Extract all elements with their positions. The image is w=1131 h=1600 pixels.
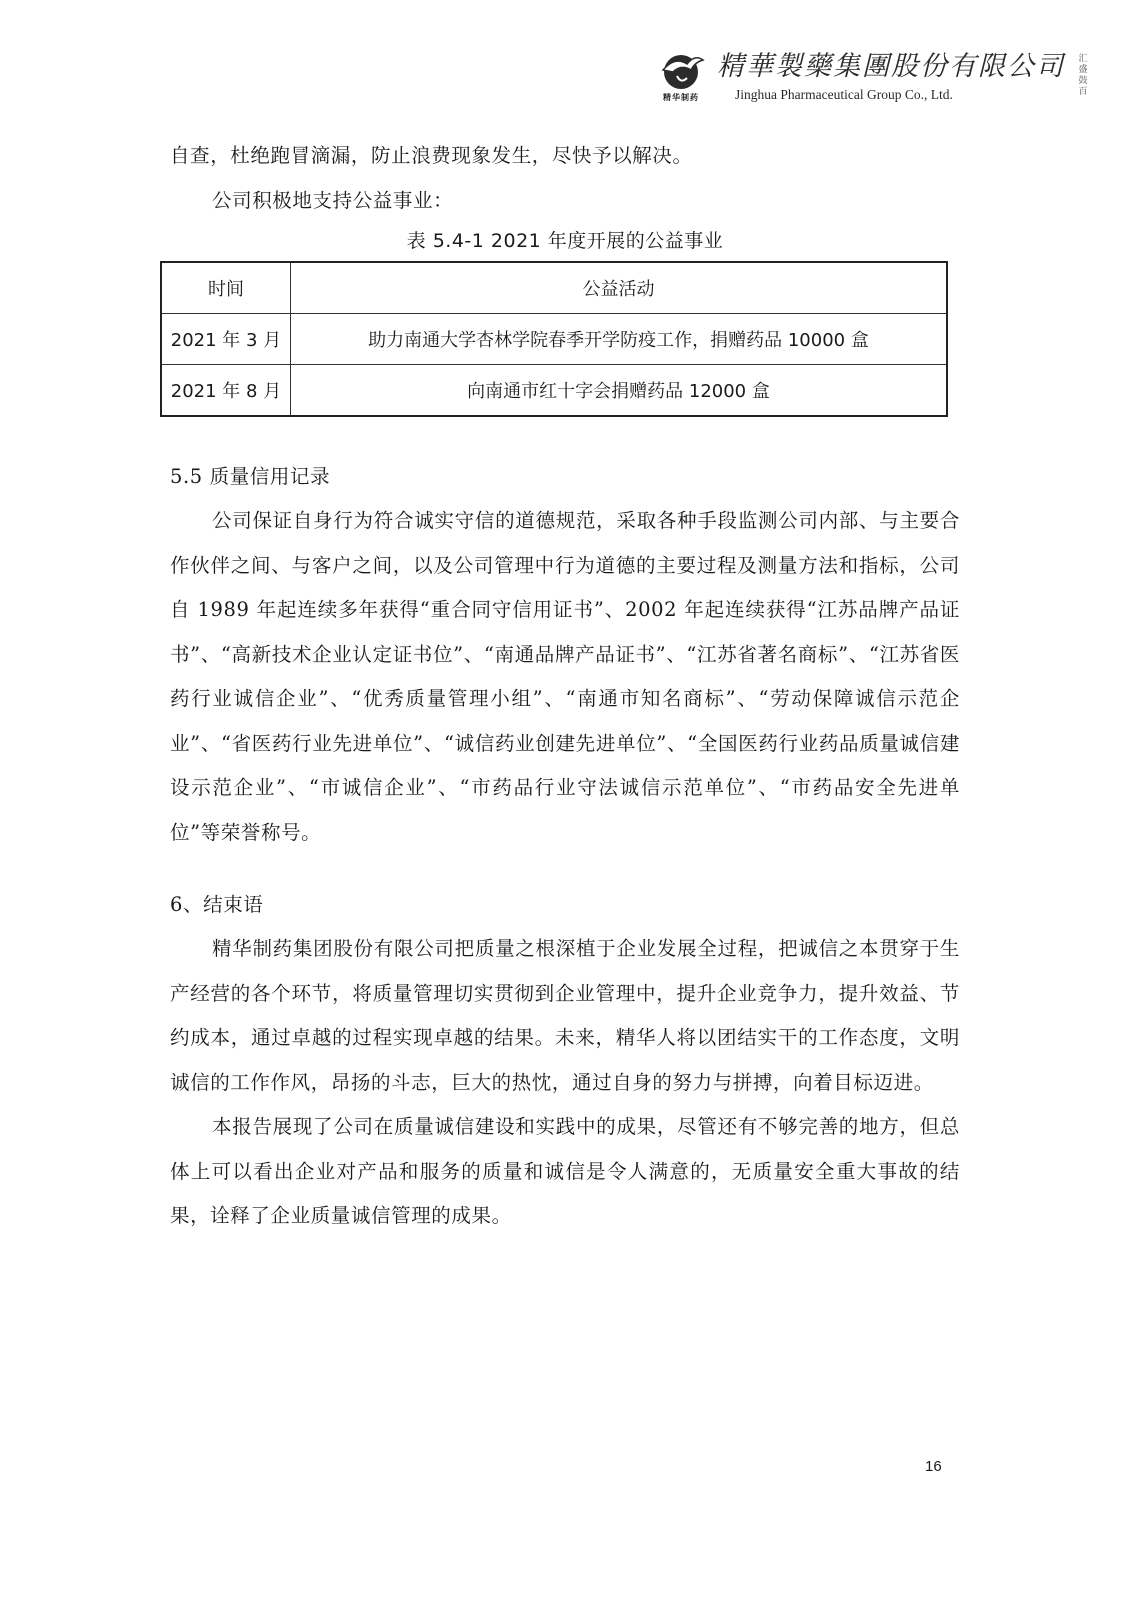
company-logo [653,50,709,106]
page-header [653,50,1091,120]
table-cell-time: 2021 年 3 月 [161,314,291,365]
paragraph-conclusion-2: 本报告展现了公司在质量诚信建设和实践中的成果，尽管还有不够完善的地方，但总体上可以看出企业对产品和服务的质量和诚信是令人满意的，无质量安全重大事故的结果，诠释了企业质量诚信管理的成果。 [170,1115,960,1227]
company-name-block [717,50,1065,104]
header-seal: 汇盛鼓百 [1078,54,1088,97]
table-row [161,365,947,417]
table-caption: 表 5.4-1 2021 年度开展的公益事业 [406,230,724,252]
table-cell-time: 2021 年 8 月 [161,365,291,417]
paragraph-conclusion-1: 精华制药集团股份有限公司把质量之根深植于企业发展全过程，把诚信之本贯穿于生产经营的各个环节，将质量管理切实贯彻到企业管理中，提升企业竞争力，提升效益、节约成本，通过卓越的过程实现卓越的结果。未来，精华人将以团结实干的工作态度，文明诚信的工作作风，昂扬的斗志，巨大的热忱，通过自身的努力与拼搏，向着目标迈进。 [170,937,960,1094]
public-welfare-table [160,261,948,417]
section-heading-5-5: 5.5 质量信用记录 [170,465,331,488]
logo-caption: 精华制药 [663,93,699,102]
table-cell-activity: 向南通市红十字会捐赠药品 12000 盒 [291,365,948,417]
table-cell-activity: 助力南通大学杏林学院春季开学防疫工作，捐赠药品 10000 盒 [291,314,948,365]
page-number: 16 [925,1458,942,1475]
table-header-time: 时间 [161,262,291,314]
document-body [170,134,960,1239]
table-header-activity: 公益活动 [291,262,948,314]
company-name-english: Jinghua Pharmaceutical Group Co., Ltd. [735,87,953,102]
table-header-row [161,262,947,314]
paragraph-quality-credit: 公司保证自身行为符合诚实守信的道德规范，采取各种手段监测公司内部、与主要合作伙伴之间、与客户之间，以及公司管理中行为道德的主要过程及测量方法和指标，公司自 1989 年起连续多年获得“重合同守信用证书”、2002 年起连续获得“江苏品牌产品证书”、“高新技术企业认定证书位”、“南通品牌产品证书”、“江苏省著名商标”、“江苏省医药行业诚信企业”、“优秀质量管理小组”、“南通市知名商标”、“劳动保障诚信示范企业”、“省医药行业先进单位”、“诚信药业创建先进单位”、“全国医药行业药品质量诚信建设示范企业”、“市诚信企业”、“市药品行业守法诚信示范单位”、“市药品安全先进单位”等荣誉称号。 [170,509,960,844]
paragraph-continued: 自查，杜绝跑冒滴漏，防止浪费现象发生，尽快予以解决。 [170,144,693,167]
company-name-chinese: 精華製藥集團股份有限公司 [717,51,1065,82]
section-heading-6: 6、结束语 [170,893,264,916]
paragraph-public-welfare: 公司积极地支持公益事业： [212,188,454,212]
table-row [161,314,947,365]
logo-icon [657,50,705,90]
